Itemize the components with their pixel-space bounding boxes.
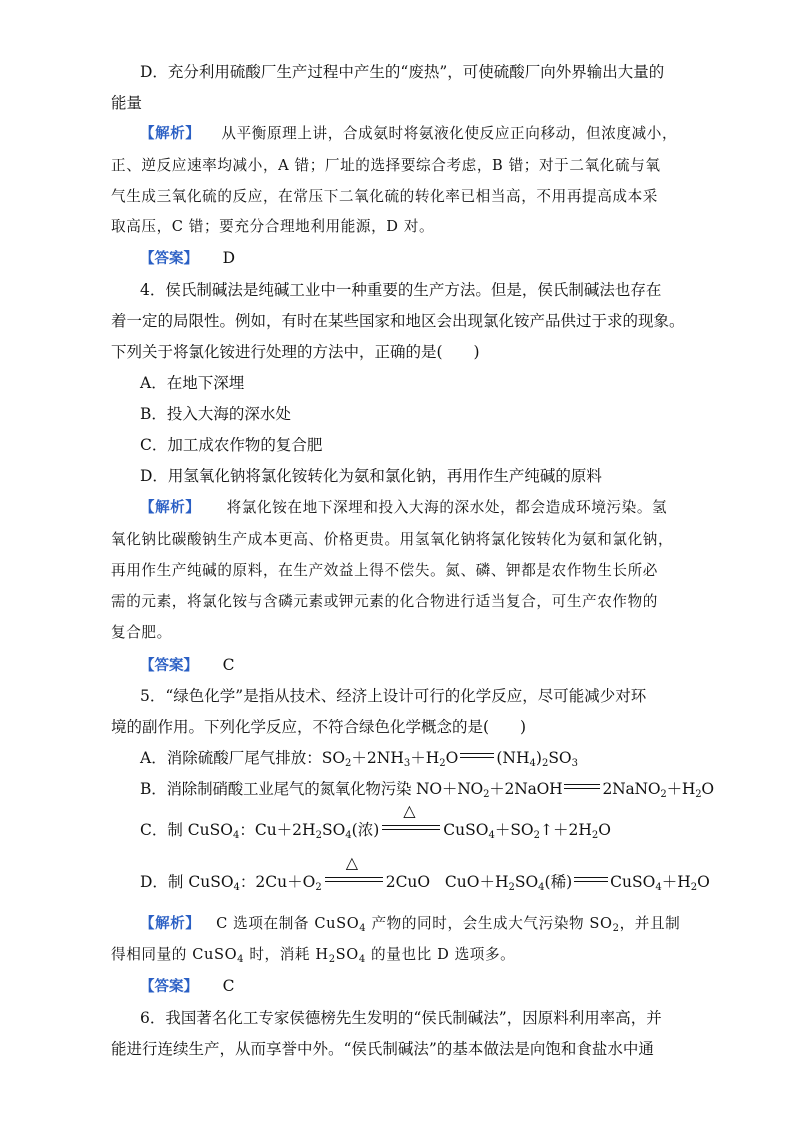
- q5-analysis-line1: 【解析】 C 选项在制备 CuSO$_4$ 产物的同时，会生成大气污染物 $SO_2$，并且制: [140, 915, 681, 934]
- heat-symbol: △: [382, 825, 440, 833]
- q3-answer: 【答案】 D: [140, 249, 236, 267]
- q3-option-d-line1: D．充分利用硫酸厂生产过程中产生的“废热”，可使硫酸厂向外界输出大量的: [140, 63, 665, 81]
- q4-option-a: A．在地下深埋: [140, 374, 245, 392]
- q3-analysis-line2: 正、逆反应速率均减小，A 错；厂址的选择要综合考虑，B 错；对于二氧化硫与氧: [111, 157, 661, 174]
- q5-stem-line1: 5．“绿色化学”是指从技术、经济上设计可行的化学反应，尽可能减少对环: [140, 687, 647, 705]
- q3-option-d-line2: 能量: [111, 94, 143, 112]
- q5-option-c: C．制 CuSO$_4$：$Cu+2H_2SO_4$(浓) △ $CuSO_4+SO_2↑+2H_2O$: [140, 801, 611, 841]
- q4-analysis-line1: 【解析】 将氯化铵在地下深埋和投入大海的深水处，都会造成环境污染。氢: [140, 499, 668, 516]
- q6-stem-line1: 6．我国著名化工专家侯德榜先生发明的“侯氏制碱法”，因原料利用率高，并: [140, 1009, 662, 1027]
- q4-analysis-line2: 氧化钠比碳酸钠生产成本更高、价格更贵。用氢氧化钠将氯化铵转化为氨和氯化钠，: [111, 531, 674, 548]
- analysis-tag: 【解析】: [140, 500, 201, 516]
- q5-option-d: D．制 CuSO$_4$：$2Cu+O_2$ △ 2CuO $CuO+H_2SO_4$(稀) $CuSO_4+H_2O$: [140, 853, 710, 893]
- q3-analysis-line1: 【解析】 从平衡原理上讲，合成氨时将氨液化使反应正向移动，但浓度减小，: [140, 125, 678, 142]
- q5-option-a: A．消除硫酸厂尾气排放：$SO_2+2NH_3+H_2O$ $(NH_4)_2SO_3$: [140, 749, 579, 769]
- q4-answer: 【答案】 C: [140, 656, 235, 674]
- q4-analysis-line5: 复合肥。: [111, 624, 172, 641]
- q4-analysis-line3: 再用作生产纯碱的原料，在生产效益上得不偿失。氮、磷、钾都是农作物生长所必: [111, 562, 658, 579]
- q6-stem-line2: 能进行连续生产，从而享誉中外。“侯氏制碱法”的基本做法是向饱和食盐水中通: [111, 1040, 654, 1058]
- heat-symbol: △: [325, 877, 383, 885]
- q5-analysis-line2: 得相同量的 CuSO$_4$ 时，消耗 $H_2SO_4$ 的量也比 D 选项多。: [111, 946, 516, 965]
- q4-stem-line2: 着一定的局限性。例如，有时在某些国家和地区会出现氯化铵产品供过于求的现象。: [111, 312, 685, 330]
- q4-option-c: C．加工成农作物的复合肥: [140, 436, 323, 454]
- answer-tag: 【答案】: [140, 251, 198, 267]
- q4-stem-line3: 下列关于将氯化铵进行处理的方法中，正确的是( ): [111, 343, 480, 361]
- q5-stem-line2: 境的副作用。下列化学反应，不符合绿色化学概念的是( ): [111, 718, 527, 736]
- q5-answer: 【答案】 C: [140, 977, 235, 995]
- q4-option-b: B．投入大海的深水处: [140, 405, 291, 423]
- answer-tag: 【答案】: [140, 658, 198, 674]
- q4-analysis-line4: 需的元素，将氯化铵与含磷元素或钾元素的化合物进行适当复合，可生产农作物的: [111, 593, 658, 610]
- analysis-tag: 【解析】: [140, 126, 201, 142]
- q4-option-d: D．用氢氧化钠将氯化铵转化为氨和氯化钠，再用作生产纯碱的原料: [140, 467, 602, 485]
- q5-option-b: B．消除制硝酸工业尾气的氮氧化物污染 $NO+NO_2+2NaOH$ $2NaNO_2+H_2O$: [140, 780, 714, 800]
- q3-analysis-line3: 气生成三氧化硫的反应，在常压下二氧化硫的转化率已相当高，不用再提高成本采: [111, 188, 658, 205]
- q4-stem-line1: 4．侯氏制碱法是纯碱工业中一种重要的生产方法。但是，侯氏制碱法也存在: [140, 281, 662, 299]
- q3-analysis-line4: 取高压，C 错；要充分合理地利用能源，D 对。: [111, 218, 435, 235]
- analysis-tag: 【解析】: [140, 916, 201, 932]
- answer-tag: 【答案】: [140, 979, 198, 995]
